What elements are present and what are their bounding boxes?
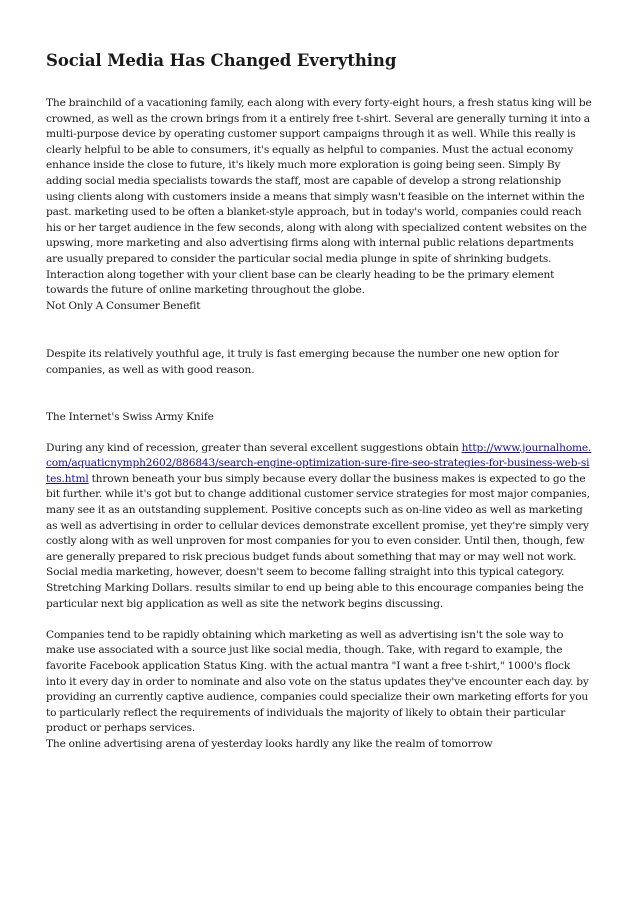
spacer <box>46 314 592 347</box>
document-page <box>46 50 592 753</box>
spacer <box>46 425 592 441</box>
recession-text-after-link: thrown beneath your bus simply because every dollar the business makes is expected to go the bit further. while it's got but to change additional customer service strategies for most major companies, many see it as an outstanding supplement. Positive concepts such as on-line video as well as marketing as well as advertising in order to cellular devices demonstrate excellent promise, yet they're simply very costly along with as well unproven for most companies for you to even consider. Until then, though, few are generally prepared to risk precious budget funds about something that may or may well not work. Social media marketing, however, doesn't seem to become falling straight into this typical category. <box>46 472 590 579</box>
recession-text-before-link: During any kind of recession, greater than several excellent suggestions obtain <box>46 441 459 454</box>
page-title: Social Media Has Changed Everything <box>46 51 397 70</box>
paragraph-recession <box>46 441 592 581</box>
spacer <box>46 379 592 410</box>
paragraph-stretching-dollars: Stretching Marking Dollars. results similar to end up being able to this encourage companies being the particular next big application as well as site the network begins discussing. <box>46 582 584 610</box>
subheading-swiss-army-knife: The Internet's Swiss Army Knife <box>46 410 214 423</box>
paragraph-youthful-age: Despite its relatively youthful age, it truly is fast emerging because the number one new option for companies, as well as with good reason. <box>46 348 559 376</box>
paragraph-companies: Companies tend to be rapidly obtaining which marketing as well as advertising isn't the sole way to make use associated with a source just like social media, though. Take, with regard to example, the favorite Facebook application Status King. with the actual mantra "I want a free t-shirt," 1000's flock into it every day in order to nominate and also vote on the status updates they've encounter each day. by providing an currently captive audience, companies could specialize their own marketing efforts for you to particularly reflect the requirements of individuals the majority of likely to obtain their particular product or perhaps services. <box>46 628 589 735</box>
paragraph-intro: The brainchild of a vacationing family, each along with every forty-eight hours, a fresh status king will be crowned, as well as the crown brings from it a entirely free t-shirt. Several are generally turning it into a multi-purpose device by operating customer support campaigns through it as well. While this really is clearly helpful to be able to consumers, it's equally as helpful to companies. Must the actual economy enhance inside the close to future, it's likely much more exploration is going being seen. Simply By adding social media specialists towards the staff, most are capable of develop a strong relationship using clients along with customers inside a means that simply wasn't feasible on the internet within the past. marketing used to be often a blanket-style approach, but in today's world, companies could reach his or her target audience in the few seconds, along with along with specialized content websites on the upswing, more marketing and also advertising firms along with internal public relations departments are usually prepared to consider the particular social media plunge in spite of shrinking budgets. Interaction along together with your client base can be clearly heading to be the primary element towards the future of online marketing throughout the globe. <box>46 97 592 297</box>
paragraph-online-advertising: The online advertising arena of yesterday looks hardly any like the realm of tomorrow <box>46 737 493 750</box>
article-link[interactable]: http://www.journalhome.com/aquaticnymph2602/886843/search-engine-optimization-sure-fire-seo-strategies-for-business-web-sites.html <box>46 441 592 485</box>
spacer <box>46 612 592 628</box>
subheading-consumer-benefit: Not Only A Consumer Benefit <box>46 299 201 312</box>
